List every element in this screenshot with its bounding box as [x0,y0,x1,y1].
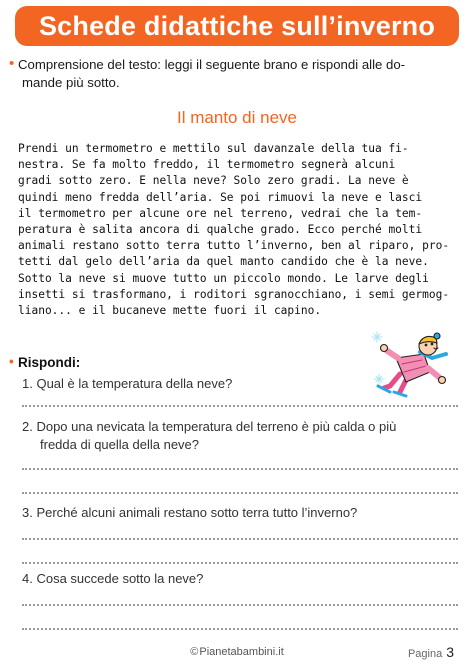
page-number-value: 3 [446,644,454,660]
passage-line: peratura è salita ancora di qualche grado. Ecco perché molti [18,223,423,237]
answer-line[interactable] [22,560,458,564]
copyright-circle-icon: © [190,646,199,658]
instruction-line: mande più sotto. [22,75,120,90]
bullet-dot-icon: • [9,55,15,72]
answer-heading [9,354,81,370]
snowflake-icon [372,332,384,384]
passage-line: liano... e il bucaneve mette fuori il capino. [18,304,322,318]
passage-line: nestra. Se fa molto freddo, il termometro segnerà alcuni [18,158,396,172]
passage-line: Prendi un termometro e mettilo sul davanzale della tua fi- [18,142,409,155]
answer-line[interactable] [22,626,458,630]
page-title: Schede didattiche sull’inverno [38,10,436,41]
passage-line: tetti dal gelo dell’aria da quel manto candido che è la neve. [18,255,429,269]
instruction-text [9,55,458,92]
question-4: 4. Cosa succede sotto la neve? [22,571,204,586]
passage-line: il termometro per alcune ore nel terreno, vedrai che la tem- [18,206,423,220]
footer-brand [0,646,474,658]
reading-passage [18,141,458,319]
question-1: 1. Qual è la temperatura della neve? [22,376,233,391]
ice-skater-illustration [366,328,462,400]
brand-name: Pianetabambini.it [199,646,284,658]
page-number [408,644,454,660]
passage-line: animali restano sotto terra tutto l’inverno, ben al riparo, pro- [18,239,450,253]
instruction-line: Comprensione del testo: leggi il seguente brano e rispondi alle do- [18,57,406,72]
question-2-line2: fredda di quella della neve? [40,437,200,452]
reading-title: Il manto di neve [176,108,297,127]
answer-line[interactable] [22,490,458,494]
answer-line[interactable] [22,536,458,540]
question-3: 3. Perché alcuni animali restano sotto terra tutto l’inverno? [22,505,358,520]
answer-heading-label: Rispondi: [18,355,81,370]
passage-line: insetti si trasformano, i roditori sgranocchiano, i semi germog- [18,287,450,301]
page-label-text: Pagina [407,648,443,660]
passage-line: gradi sotto zero. E nella neve? Solo zero gradi. La neve è [18,174,409,188]
title-banner [15,6,459,46]
answer-line[interactable] [22,602,458,606]
passage-line: quindi meno fredda dell’aria. Se poi rimuovi la neve e lasci [18,190,423,204]
answer-line[interactable] [22,466,458,470]
passage-line: Sotto la neve si muove tutto un piccolo mondo. Le larve degli [18,271,429,285]
question-2-line1: 2. Dopo una nevicata la temperatura del terreno è più calda o più [22,419,397,434]
answer-line[interactable] [22,403,458,407]
bullet-dot-icon: • [9,354,14,369]
